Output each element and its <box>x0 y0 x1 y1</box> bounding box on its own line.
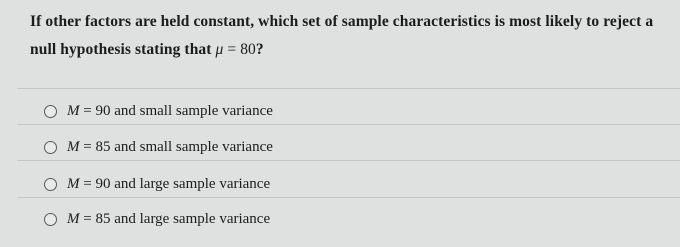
question-text <box>30 8 670 64</box>
radio-button[interactable] <box>44 178 57 191</box>
divider <box>18 197 680 198</box>
answer-option-4[interactable] <box>44 206 270 232</box>
answer-option-1[interactable] <box>44 98 273 124</box>
divider <box>18 160 680 161</box>
question-mark: ? <box>255 41 264 58</box>
option-label: M = 85 and small sample variance <box>67 138 273 155</box>
radio-button[interactable] <box>44 141 57 154</box>
equals-sign: = <box>223 41 241 58</box>
option-label: M = 85 and large sample variance <box>67 210 271 227</box>
divider <box>18 88 680 89</box>
hypothesis-value: 80 <box>240 41 256 58</box>
radio-button[interactable] <box>44 213 57 226</box>
question-line-1: If other factors are held constant, which set of sample characteristics is most likely to reject a <box>30 13 654 30</box>
option-label: M = 90 and small sample variance <box>67 102 273 119</box>
option-label: M = 90 and large sample variance <box>67 175 271 192</box>
answer-option-3[interactable] <box>44 171 270 197</box>
question-prefix: null hypothesis stating that <box>30 41 216 58</box>
divider <box>18 124 680 125</box>
radio-button[interactable] <box>44 105 57 118</box>
answer-option-2[interactable] <box>44 134 273 160</box>
mu-symbol: μ <box>215 41 224 58</box>
question-line-2 <box>30 36 670 64</box>
